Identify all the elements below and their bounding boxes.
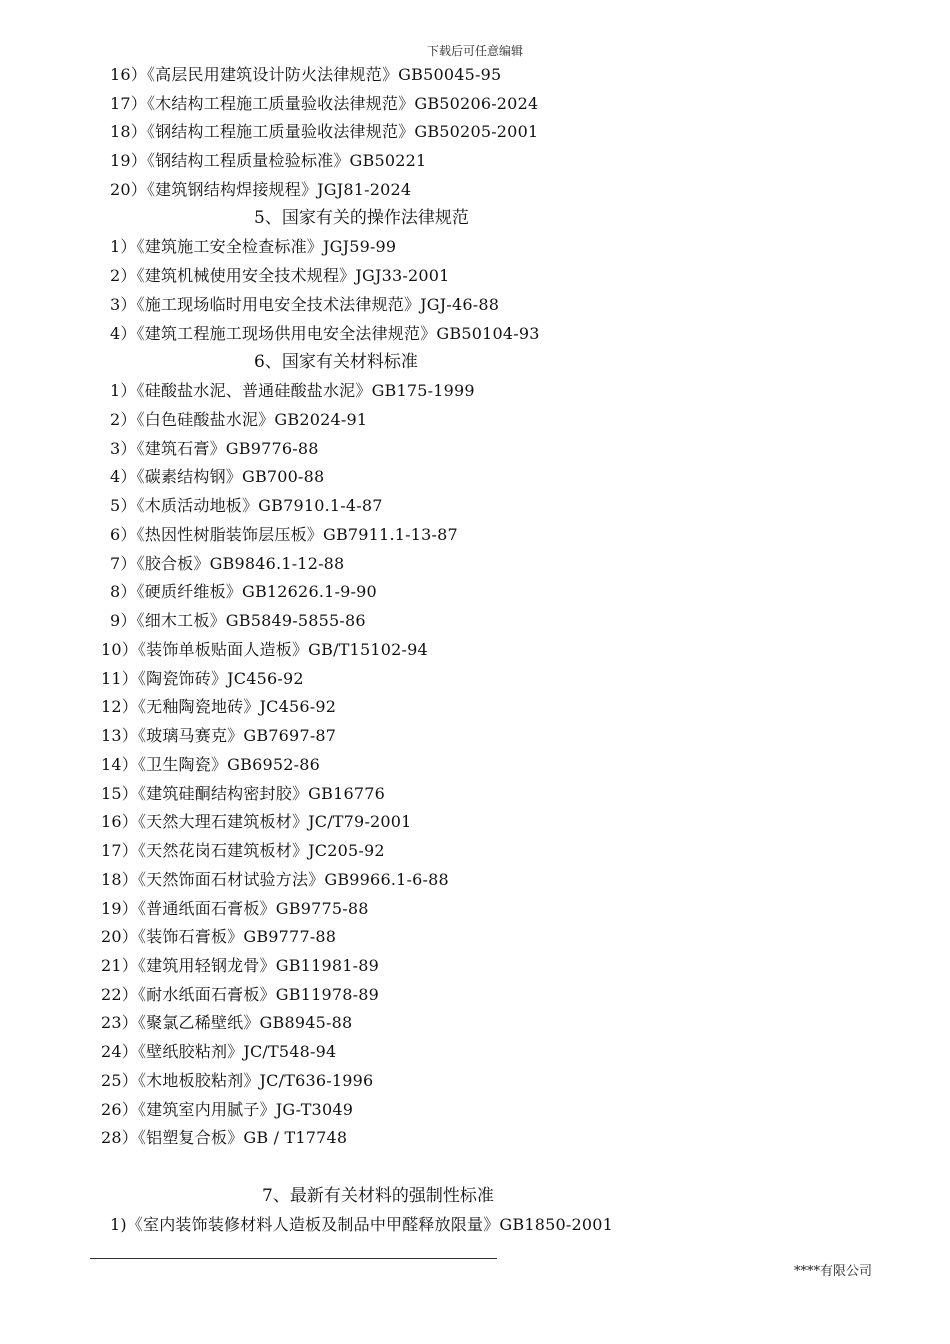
standard-item: 15）《建筑硅酮结构密封胶》GB16776 bbox=[101, 784, 385, 803]
header-note: 下载后可任意编辑 bbox=[426, 44, 523, 58]
standard-item: 2）《建筑机械使用安全技术规程》JGJ33-2001 bbox=[110, 266, 450, 285]
standard-item: 20）《建筑钢结构焊接规程》JGJ81-2024 bbox=[110, 180, 412, 199]
standard-item: 16）《高层民用建筑设计防火法律规范》GB50045-95 bbox=[110, 65, 502, 84]
standard-item: 1）《硅酸盐水泥、普通硅酸盐水泥》GB175-1999 bbox=[110, 381, 475, 400]
standard-item: 11）《陶瓷饰砖》JC456-92 bbox=[101, 669, 304, 688]
footer-company: ****有限公司 bbox=[793, 1264, 872, 1279]
standard-item: 2）《白色硅酸盐水泥》GB2024-91 bbox=[110, 410, 368, 429]
standard-item: 19）《钢结构工程质量检验标准》GB50221 bbox=[110, 151, 427, 170]
section-heading: 7、最新有关材料的强制性标准 bbox=[262, 1186, 494, 1206]
standard-item: 24）《壁纸胶粘剂》JC/T548-94 bbox=[101, 1042, 337, 1061]
standard-item: 17）《木结构工程施工质量验收法律规范》GB50206-2024 bbox=[110, 94, 539, 113]
standard-item: 25）《木地板胶粘剂》JC/T636-1996 bbox=[101, 1071, 374, 1090]
standard-item: 18）《钢结构工程施工质量验收法律规范》GB50205-2001 bbox=[110, 122, 539, 141]
standard-item: 9）《细木工板》GB5849-5855-86 bbox=[110, 611, 366, 630]
standard-item: 23）《聚氯乙稀壁纸》GB8945-88 bbox=[101, 1013, 353, 1032]
section-heading: 6、国家有关材料标准 bbox=[254, 352, 418, 372]
standard-item: 3）《施工现场临时用电安全技术法律规范》JGJ-46-88 bbox=[110, 295, 500, 314]
standard-item: 1）《建筑施工安全检查标准》JGJ59-99 bbox=[110, 237, 397, 256]
standard-item: 13）《玻璃马赛克》GB7697-87 bbox=[101, 726, 337, 745]
standard-item: 19）《普通纸面石膏板》GB9775-88 bbox=[101, 899, 369, 918]
standard-item: 5）《木质活动地板》GB7910.1-4-87 bbox=[110, 496, 383, 515]
standard-item: 14）《卫生陶瓷》GB6952-86 bbox=[101, 755, 320, 774]
standard-item: 1)《室内装饰装修材料人造板及制品中甲醛释放限量》GB1850-2001 bbox=[110, 1215, 614, 1234]
section-heading: 5、国家有关的操作法律规范 bbox=[254, 208, 469, 228]
standard-item: 3）《建筑石膏》GB9776-88 bbox=[110, 439, 319, 458]
standard-item: 4）《碳素结构钢》GB700-88 bbox=[110, 467, 325, 486]
standard-item: 8）《硬质纤维板》GB12626.1-9-90 bbox=[110, 582, 377, 601]
footer-rule bbox=[90, 1258, 497, 1259]
standard-item: 10）《装饰单板贴面人造板》GB/T15102-94 bbox=[101, 640, 428, 659]
standard-item: 16）《天然大理石建筑板材》JC/T79-2001 bbox=[101, 812, 412, 831]
standard-item: 21）《建筑用轻钢龙骨》GB11981-89 bbox=[101, 956, 379, 975]
standard-item: 18）《天然饰面石材试验方法》GB9966.1-6-88 bbox=[101, 870, 449, 889]
standard-item: 22）《耐水纸面石膏板》GB11978-89 bbox=[101, 985, 379, 1004]
standard-item: 17）《天然花岗石建筑板材》JC205-92 bbox=[101, 841, 385, 860]
standard-item: 26）《建筑室内用腻子》JG-T3049 bbox=[101, 1100, 354, 1119]
standard-item: 7）《胶合板》GB9846.1-12-88 bbox=[110, 554, 345, 573]
standard-item: 20）《装饰石膏板》GB9777-88 bbox=[101, 927, 337, 946]
standard-item: 4）《建筑工程施工现场供用电安全法律规范》GB50104-93 bbox=[110, 324, 540, 343]
standard-item: 6）《热因性树脂装饰层压板》GB7911.1-13-87 bbox=[110, 525, 458, 544]
standard-item: 28）《铝塑复合板》GB / T17748 bbox=[101, 1128, 348, 1147]
standard-item: 12）《无釉陶瓷地砖》JC456-92 bbox=[101, 697, 337, 716]
